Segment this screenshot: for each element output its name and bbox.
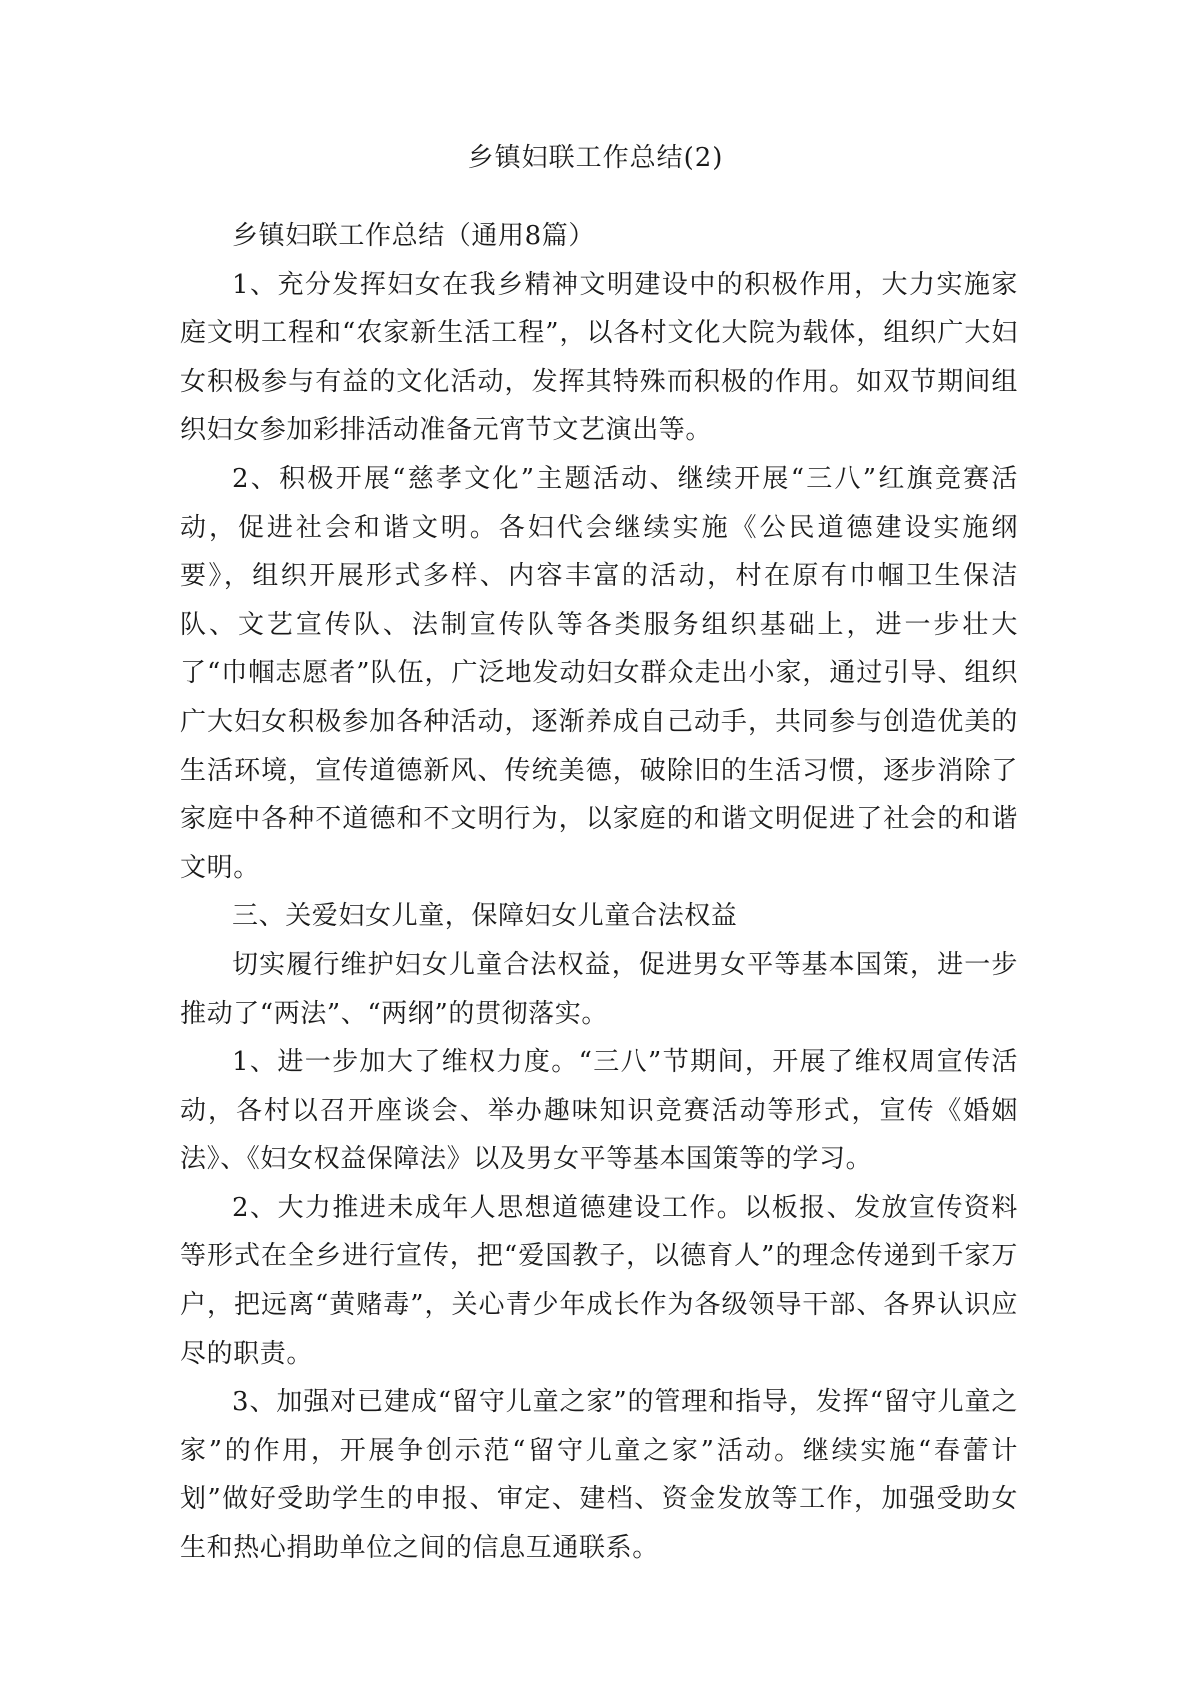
section-heading-3: 三、关爱妇女儿童，保障妇女儿童合法权益 — [232, 901, 738, 932]
paragraph-item-2: 2、积极开展“慈孝文化”主题活动、继续开展“三八”红旗竞赛活动，促进社会和谐文明。各妇代会继续实施《公民道德建设实施纲要》，组织开展形式多样、内容丰富的活动，村在原有巾帼卫生保洁队、文艺宣传队、法制宣传队等各类服务组织基础上，进一步壮大了“巾帼志愿者”队伍，广泛地发动妇女群众走出小家，通过引导、组织广大妇女积极参加各种活动，逐渐养成自己动手，共同参与创造优美的生活环境，宣传道德新风、传统美德，破除旧的生活习惯，逐步消除了家庭中各种不道德和不文明行为，以家庭的和谐文明促进了社会的和谐文明。 — [180, 463, 1018, 883]
paragraph-item-3-3: 3、加强对已建成“留守儿童之家”的管理和指导，发挥“留守儿童之家”的作用，开展争创示范“留守儿童之家”活动。继续实施“春蕾计划”做好受助学生的申报、审定、建档、资金发放等工作，加强受助女生和热心捐助单位之间的信息互通联系。 — [180, 1387, 1018, 1564]
paragraph-item-1: 1、充分发挥妇女在我乡精神文明建设中的积极作用，大力实施家庭文明工程和“农家新生活工程”，以各村文化大院为载体，组织广大妇女积极参与有益的文化活动，发挥其特殊而积极的作用。如双节期间组织妇女参加彩排活动准备元宵节文艺演出等。 — [180, 269, 1018, 446]
paragraph-item-3-2: 2、大力推进未成年人思想道德建设工作。以板报、发放宣传资料等形式在全乡进行宣传，把“爱国教子，以德育人”的理念传递到千家万户，把远离“黄赌毒”，关心青少年成长作为各级领导干部、各界认识应尽的职责。 — [180, 1192, 1018, 1369]
paragraph-item-3-1: 1、进一步加大了维权力度。“三八”节期间，开展了维权周宣传活动，各村以召开座谈会、举办趣味知识竞赛活动等形式，宣传《婚姻法》、《妇女权益保障法》以及男女平等基本国策等的学习。 — [180, 1047, 1018, 1175]
section-intro: 切实履行维护妇女儿童合法权益，促进男女平等基本国策，进一步推动了“两法”、“两纲”的贯彻落实。 — [180, 949, 1018, 1029]
paragraph-subtitle: 乡镇妇联工作总结（通用8篇） — [232, 221, 595, 251]
document-body — [180, 212, 1018, 1573]
document-title: 乡镇妇联工作总结(2) — [467, 143, 724, 173]
